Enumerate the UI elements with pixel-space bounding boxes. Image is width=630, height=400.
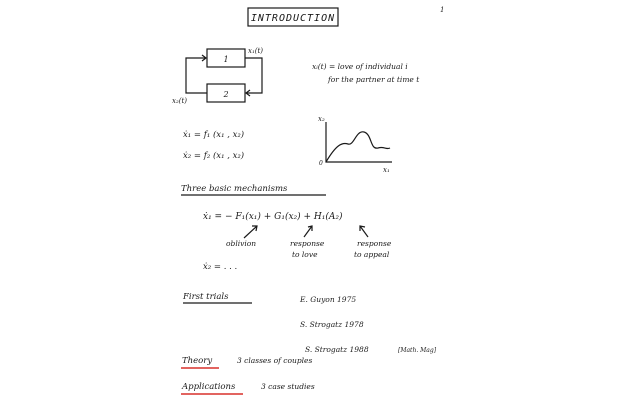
- arrow-response-appeal: [360, 226, 368, 237]
- label-oblivion: oblivion: [226, 239, 257, 248]
- reference-1: E. Guyon 1975: [300, 295, 357, 304]
- box-1-label: 1: [223, 55, 229, 64]
- reference-3: S. Strogatz 1988: [305, 345, 369, 354]
- equation-1: ẋ₁ = f₁ (x₁ , x₂): [183, 130, 245, 140]
- reference-2: S. Strogatz 1978: [300, 320, 364, 329]
- graph-ylabel: x₂: [318, 115, 325, 123]
- arrow-response-love: [304, 226, 312, 237]
- applications-heading: Applications: [182, 382, 236, 392]
- equation-2: ẋ₂ = f₂ (x₁ , x₂): [183, 151, 245, 161]
- feedback-line-left: [186, 58, 207, 93]
- axes: [326, 122, 392, 162]
- mechanisms-equation: ẋ₁ = − F₁(x₁) + G₁(x₂) + H₁(A₂): [203, 212, 343, 222]
- label-appeal-line-2: to appeal: [354, 250, 390, 259]
- trials-heading: First trials: [183, 292, 229, 302]
- block-diagram: [172, 47, 263, 105]
- graph-origin: 0: [319, 160, 323, 167]
- graph-xlabel: x₁: [383, 166, 390, 174]
- mechanisms-heading: Three basic mechanisms: [181, 184, 288, 194]
- applications-text: 3 case studies: [261, 382, 315, 391]
- label-appeal-line-1: response: [357, 239, 392, 248]
- reference-3-note: [Math. Mag]: [398, 347, 437, 354]
- mechanisms-equation-2: ẋ₂ = . . .: [203, 262, 238, 272]
- x2-label: x₂(t): [172, 97, 188, 105]
- label-response-line-2: to love: [292, 250, 318, 259]
- page-title: INTRODUCTION: [250, 13, 336, 24]
- box-2-label: 2: [223, 90, 229, 99]
- arrow-oblivion: [244, 226, 257, 238]
- theory-text: 3 classes of couples: [237, 356, 313, 365]
- label-response-line-1: response: [290, 239, 325, 248]
- trajectory-curve: [326, 132, 390, 162]
- theory-heading: Theory: [182, 356, 213, 366]
- page-number: 1: [440, 6, 445, 14]
- feedback-line-right: [245, 58, 262, 93]
- x1-label: x₁(t): [248, 47, 264, 55]
- definition-line-1: xᵢ(t) = love of individual i: [312, 62, 408, 71]
- phase-sketch: [318, 115, 392, 174]
- definition-line-2: for the partner at time t: [328, 75, 420, 84]
